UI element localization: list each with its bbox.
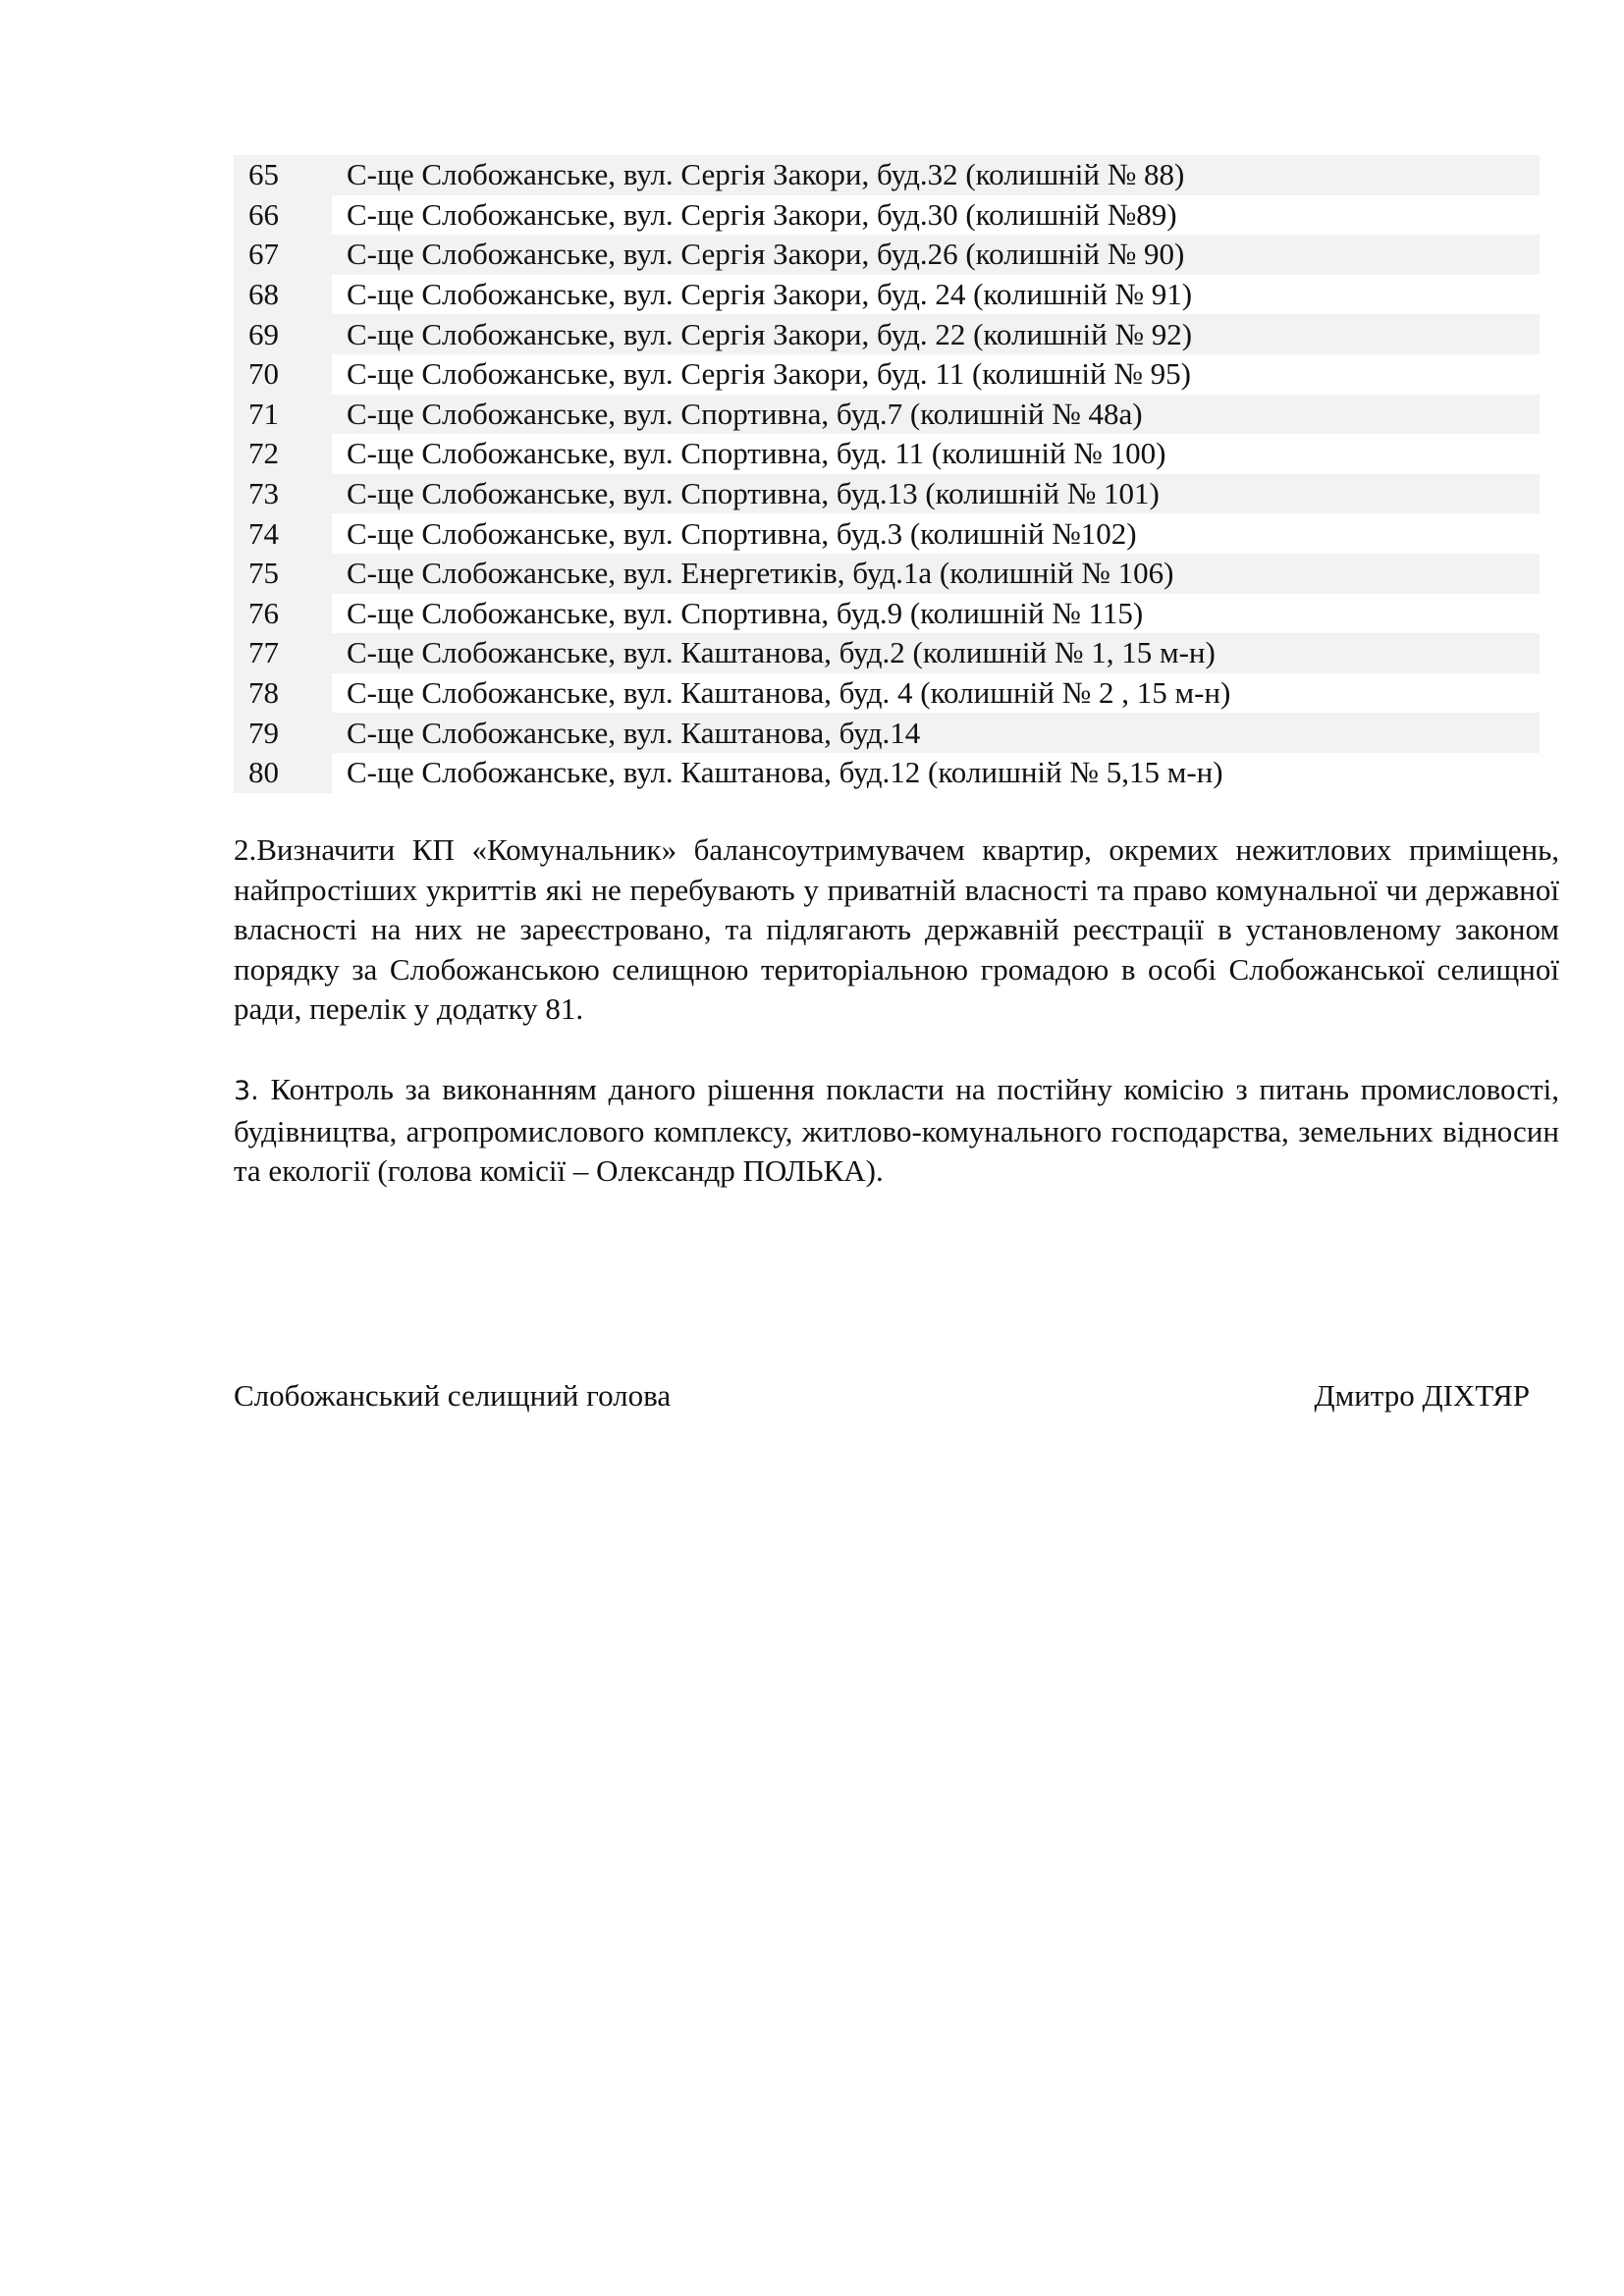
row-address: С-ще Слобожанське, вул. Сергія Закори, буд.30 (колишній №89) xyxy=(347,196,1177,232)
row-number: 68 xyxy=(234,275,332,315)
table-row xyxy=(234,554,1540,594)
row-address: С-ще Слобожанське, вул. Сергія Закори, буд. 11 (колишній № 95) xyxy=(347,356,1191,392)
row-address: С-ще Слобожанське, вул. Каштанова, буд.2 (колишній № 1, 15 м-н) xyxy=(347,635,1216,670)
table-row xyxy=(234,633,1540,673)
signature-block xyxy=(234,1376,1530,1415)
paragraph-3 xyxy=(234,1070,1559,1192)
row-number: 67 xyxy=(234,235,332,275)
table-row xyxy=(234,155,1540,195)
row-address: С-ще Слобожанське, вул. Спортивна, буд.13 (колишній № 101) xyxy=(347,476,1160,511)
row-number: 79 xyxy=(234,713,332,753)
row-number: 71 xyxy=(234,395,332,435)
row-address: С-ще Слобожанське, вул. Каштанова, буд.12 (колишній № 5,15 м-н) xyxy=(347,755,1223,790)
row-number: 72 xyxy=(234,434,332,474)
row-number: 69 xyxy=(234,314,332,354)
paragraph-3-text: Контроль за виконанням даного рішення покласти на постійну комісію з питань промисловості, будівництва, агропромислового комплексу, житлово-комунального господарства, земельних відносин та екології (голова комісії – Олександр ПОЛЬКА). xyxy=(234,1072,1559,1188)
paragraph-2: 2.Визначити КП «Комунальник» балансоутримувачем квартир, окремих нежитлових приміщень, найпростіших укриттів які не перебувають у приватній власності та право комунальної чи державної власності на них не зареєстровано, та підлягають державній реєстрації в установленому законом порядку за Слобожанською селищною територіальною громадою в особі Слобожанської селищної ради, перелік у додатку 81. xyxy=(234,832,1559,1026)
table-row xyxy=(234,594,1540,634)
row-number: 74 xyxy=(234,513,332,554)
table-row xyxy=(234,474,1540,514)
row-number: 76 xyxy=(234,594,332,634)
row-number: 73 xyxy=(234,474,332,514)
row-address: С-ще Слобожанське, вул. Енергетиків, буд.1а (колишній № 106) xyxy=(347,556,1174,591)
row-address: С-ще Слобожанське, вул. Каштанова, буд. 4 (колишній № 2 , 15 м-н) xyxy=(347,675,1231,711)
row-address: С-ще Слобожанське, вул. Каштанова, буд.14 xyxy=(347,715,921,750)
row-address: С-ще Слобожанське, вул. Сергія Закори, буд.26 (колишній № 90) xyxy=(347,237,1185,272)
address-table xyxy=(234,155,1540,793)
row-number: 80 xyxy=(234,753,332,793)
row-number: 65 xyxy=(234,155,332,195)
row-number: 70 xyxy=(234,354,332,395)
table-row xyxy=(234,513,1540,554)
table-row xyxy=(234,434,1540,474)
table-row xyxy=(234,354,1540,395)
row-number: 77 xyxy=(234,633,332,673)
signature-name: Дмитро ДІХТЯР xyxy=(1314,1378,1530,1413)
row-address: С-ще Слобожанське, вул. Спортивна, буд. 11 (колишній № 100) xyxy=(347,436,1166,471)
row-address: С-ще Слобожанське, вул. Спортивна, буд.9 (колишній № 115) xyxy=(347,595,1144,630)
row-address: С-ще Слобожанське, вул. Спортивна, буд.3 (колишній №102) xyxy=(347,515,1137,551)
row-number: 78 xyxy=(234,673,332,714)
table-row xyxy=(234,673,1540,714)
row-number: 75 xyxy=(234,554,332,594)
row-address: С-ще Слобожанське, вул. Сергія Закори, буд. 22 (колишній № 92) xyxy=(347,316,1193,351)
table-row xyxy=(234,395,1540,435)
row-address: С-ще Слобожанське, вул. Спортивна, буд.7 (колишній № 48а) xyxy=(347,396,1143,431)
table-row xyxy=(234,314,1540,354)
row-number: 66 xyxy=(234,195,332,236)
table-row xyxy=(234,753,1540,793)
row-address: С-ще Слобожанське, вул. Сергія Закори, буд.32 (колишній № 88) xyxy=(347,157,1185,192)
table-row xyxy=(234,195,1540,236)
row-address: С-ще Слобожанське, вул. Сергія Закори, буд. 24 (колишній № 91) xyxy=(347,277,1193,312)
table-row xyxy=(234,235,1540,275)
signature-position: Слобожанський селищний голова xyxy=(234,1378,672,1413)
table-row xyxy=(234,713,1540,753)
paragraph-3-number: 3. xyxy=(234,1076,259,1106)
table-row xyxy=(234,275,1540,315)
